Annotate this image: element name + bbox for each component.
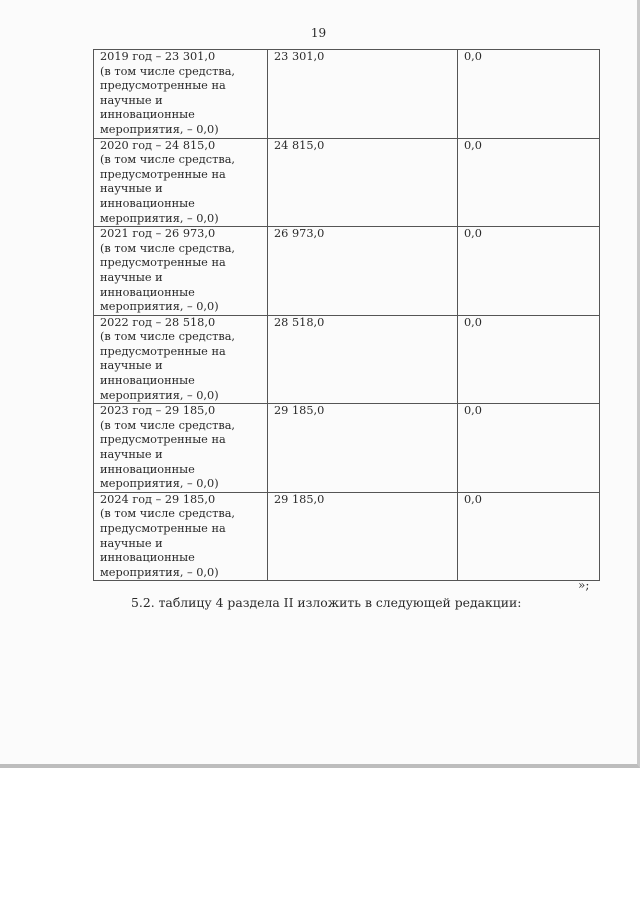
note-line: инновационные: [100, 285, 195, 299]
amount-cell: 23 301,0: [268, 50, 458, 139]
note-line: инновационные: [100, 108, 195, 122]
other-amount-cell: 0,0: [458, 227, 600, 316]
funding-table: [93, 49, 600, 581]
note-line: мероприятия, – 0,0): [100, 565, 219, 579]
amount-cell: 29 185,0: [268, 404, 458, 493]
year-total-text: 2021 год – 26 973,0: [100, 227, 216, 241]
note-line: (в том числе средства,: [100, 330, 236, 344]
amount-cell: 28 518,0: [268, 315, 458, 404]
note-line: предусмотренные на: [100, 256, 226, 270]
note-line: мероприятия, – 0,0): [100, 388, 219, 402]
year-total-cell: [94, 50, 268, 139]
note-line: предусмотренные на: [100, 344, 226, 358]
year-total-cell: [94, 315, 268, 404]
note-line: мероприятия, – 0,0): [100, 122, 219, 136]
table-row: [94, 315, 600, 404]
table-row: [94, 404, 600, 493]
table-row: [94, 492, 600, 581]
page-number: 19: [310, 26, 327, 40]
note-line: предусмотренные на: [100, 167, 226, 181]
table-row: [94, 138, 600, 227]
note-line: (в том числе средства,: [100, 418, 236, 432]
year-total-text: 2023 год – 29 185,0: [100, 404, 216, 418]
amendment-instruction: 5.2. таблицу 4 раздела II изложить в следующей редакции:: [131, 595, 522, 610]
year-total-text: 2024 год – 29 185,0: [100, 492, 216, 506]
year-total-cell: [94, 138, 268, 227]
amount-cell: 24 815,0: [268, 138, 458, 227]
note-line: предусмотренные на: [100, 433, 226, 447]
funding-table-body: [94, 50, 600, 581]
note-line: (в том числе средства,: [100, 507, 236, 521]
year-total-text: 2019 год – 23 301,0: [100, 50, 216, 63]
closing-quote-mark: »;: [578, 578, 590, 592]
note-line: инновационные: [100, 462, 195, 476]
other-amount-cell: 0,0: [458, 315, 600, 404]
other-amount-cell: 0,0: [458, 138, 600, 227]
other-amount-cell: 0,0: [458, 492, 600, 581]
note-line: научные и: [100, 93, 163, 107]
note-line: мероприятия, – 0,0): [100, 211, 219, 225]
note-line: предусмотренные на: [100, 522, 226, 535]
other-amount-cell: 0,0: [458, 404, 600, 493]
note-line: предусмотренные на: [100, 79, 226, 93]
year-total-cell: [94, 227, 268, 316]
note-line: научные и: [100, 359, 163, 373]
year-total-cell: [94, 404, 268, 493]
table-row: [94, 227, 600, 316]
note-line: научные и: [100, 448, 163, 462]
year-total-text: 2022 год – 28 518,0: [100, 315, 216, 329]
note-line: инновационные: [100, 374, 195, 388]
note-line: инновационные: [100, 196, 195, 210]
note-line: инновационные: [100, 551, 195, 565]
note-line: (в том числе средства,: [100, 241, 236, 255]
year-total-cell: [94, 492, 268, 581]
amount-cell: 29 185,0: [268, 492, 458, 581]
note-line: научные и: [100, 182, 163, 196]
note-line: (в том числе средства,: [100, 153, 236, 167]
note-line: (в том числе средства,: [100, 64, 236, 78]
table-row: [94, 50, 600, 139]
note-line: научные и: [100, 536, 163, 550]
other-amount-cell: 0,0: [458, 50, 600, 139]
note-line: мероприятия, – 0,0): [100, 477, 219, 491]
year-total-text: 2020 год – 24 815,0: [100, 138, 216, 152]
note-line: мероприятия, – 0,0): [100, 300, 219, 314]
note-line: научные и: [100, 270, 163, 284]
amount-cell: 26 973,0: [268, 227, 458, 316]
